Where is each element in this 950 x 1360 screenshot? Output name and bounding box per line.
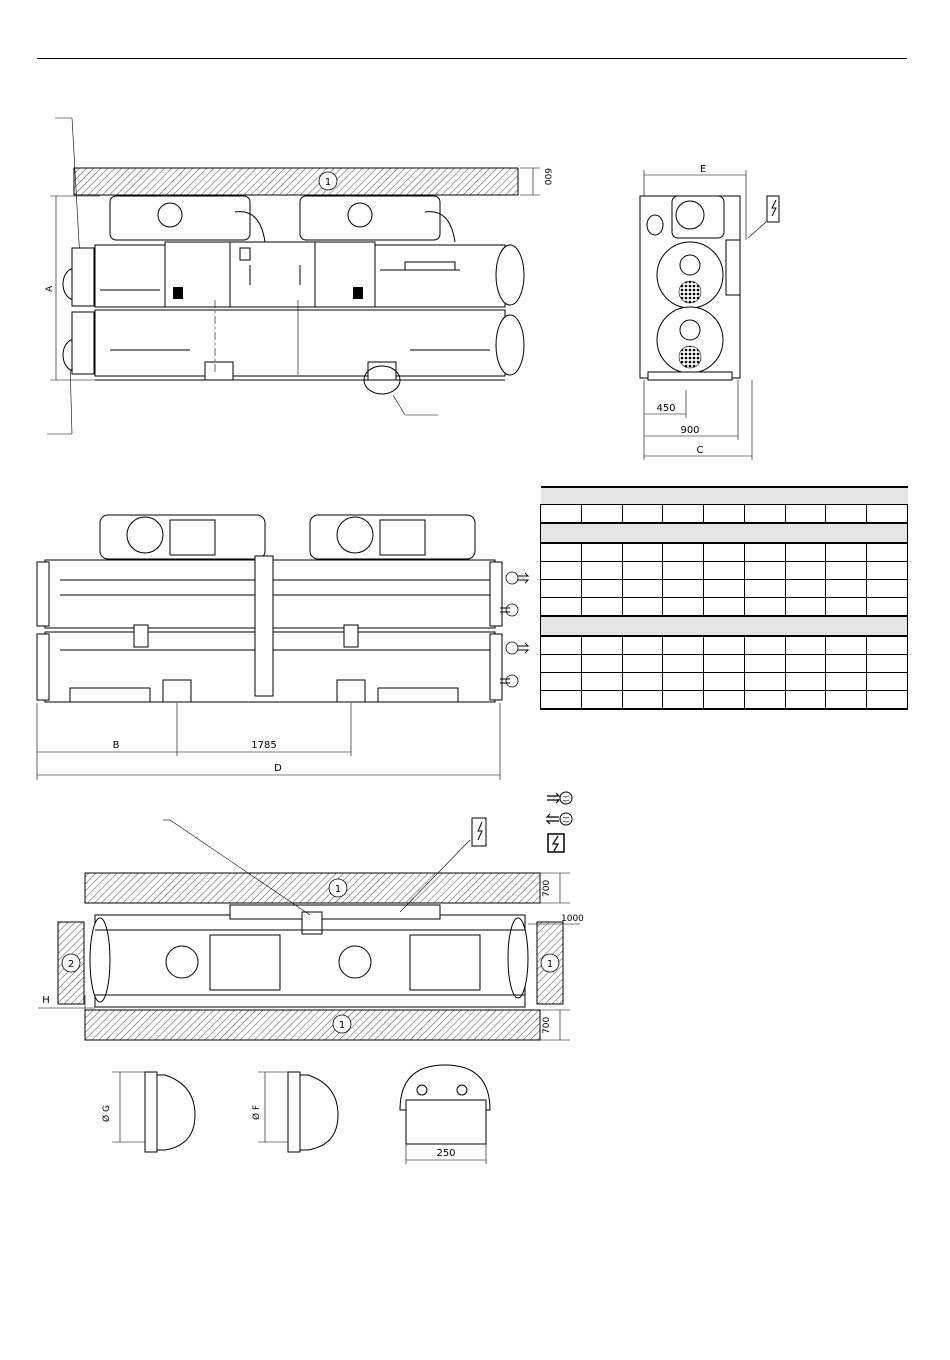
plan-zone-left-label: 2 [67, 959, 75, 970]
dim-600-label: 600 [542, 168, 552, 186]
dim-C-label: C [696, 445, 704, 456]
water-outlet-icon [545, 811, 575, 827]
plan-view [38, 818, 584, 1040]
plan-dim-700-bottom: 700 [542, 1016, 552, 1034]
table-row [541, 636, 908, 655]
foot-detail [400, 1065, 490, 1164]
clearance-zone-plan-top [85, 873, 540, 903]
table-row [541, 543, 908, 562]
table-row [541, 655, 908, 673]
zone-marker-label: 1 [324, 177, 332, 188]
plan-dim-700-top: 700 [542, 879, 552, 897]
electrical-supply-icon [547, 833, 565, 853]
table-section-2 [541, 616, 908, 636]
plan-zone-top-label: 1 [334, 884, 342, 895]
dim-D-label: D [274, 763, 282, 774]
dim-250-label: 250 [436, 1148, 456, 1159]
front-long-view [37, 515, 528, 780]
dimension-table [540, 486, 908, 710]
table-row [541, 691, 908, 710]
dim-A-label: A [45, 285, 55, 292]
table-header-bar [541, 487, 908, 505]
table-row [541, 598, 908, 617]
pipe-detail-G [101, 1072, 195, 1152]
water-inlet-icon [545, 790, 575, 806]
plan-dim-H: H [42, 995, 50, 1006]
plan-dim-1000: 1000 [561, 914, 584, 924]
side-elevation-view [640, 164, 779, 460]
dim-E-label: E [699, 164, 707, 175]
dim-1785-label: 1785 [251, 740, 277, 751]
dim-F-label: Ø F [252, 1104, 262, 1120]
clearance-zone-plan-bottom [85, 1010, 540, 1040]
dim-900-label: 900 [680, 425, 700, 436]
dim-450-label: 450 [656, 403, 676, 414]
pipe-detail-F [251, 1072, 338, 1152]
front-elevation-view [45, 118, 552, 434]
table-row [541, 562, 908, 580]
clearance-zone-top [74, 168, 518, 195]
plan-zone-right-label: 1 [546, 959, 554, 970]
dim-G-label: Ø G [102, 1105, 112, 1122]
plan-zone-bottom-label: 1 [338, 1020, 346, 1031]
table-column-row [541, 505, 908, 524]
dim-B-label: B [112, 740, 120, 751]
table-section-1 [541, 523, 908, 543]
table-row [541, 580, 908, 598]
table-row [541, 673, 908, 691]
water-arrow-icons [500, 572, 528, 687]
